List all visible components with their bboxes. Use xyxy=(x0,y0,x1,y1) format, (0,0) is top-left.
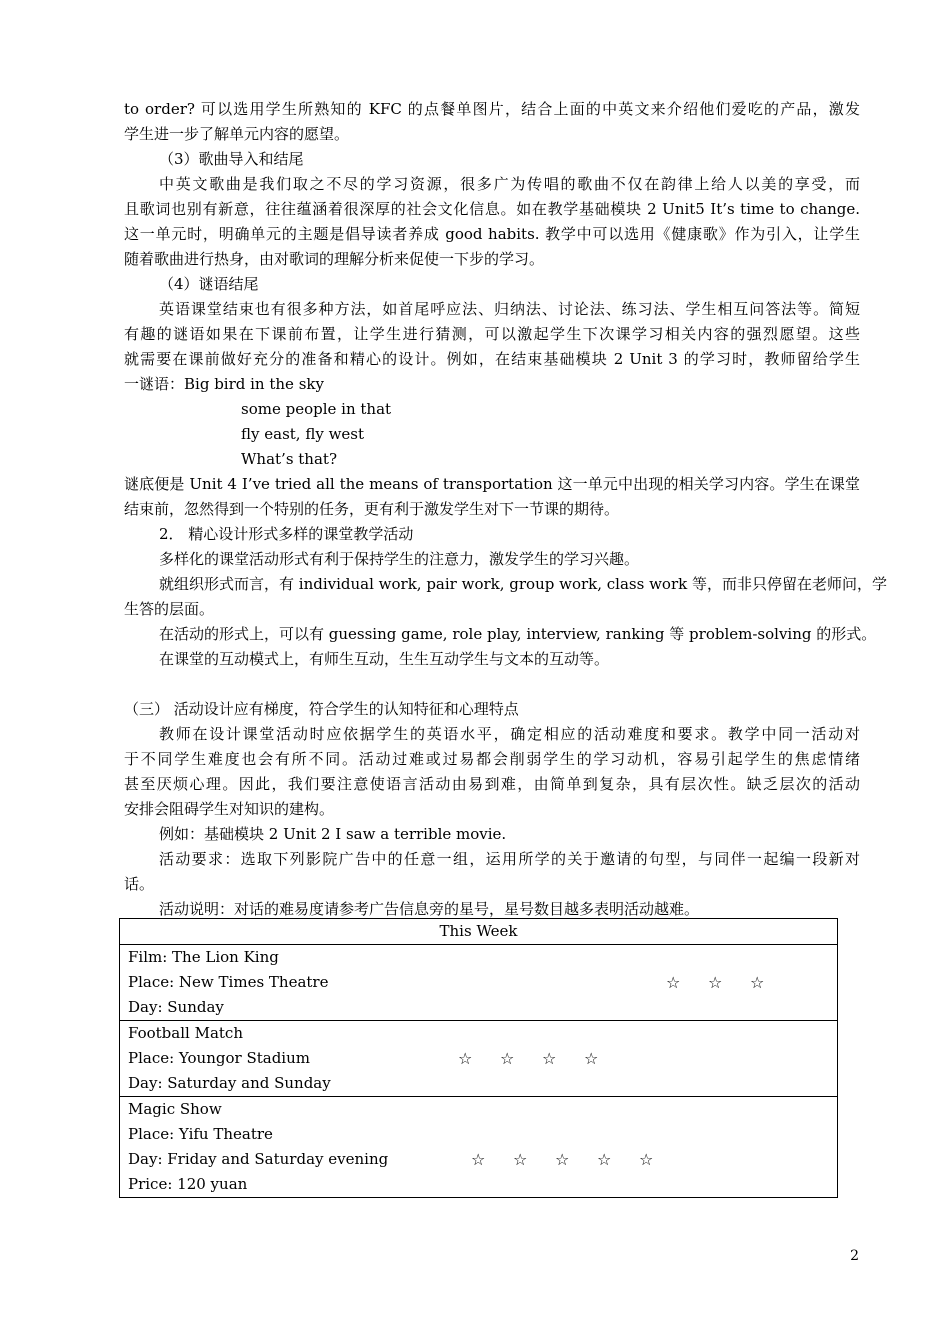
star-icon: ☆ xyxy=(666,973,681,992)
difficulty-stars xyxy=(666,970,792,995)
ad-line: Magic Show xyxy=(128,1100,222,1118)
subheading-activities: 2． 精心设计形式多样的课堂教学活动 xyxy=(159,525,414,543)
table-row xyxy=(120,1021,838,1097)
ad-line: Place: New Times Theatre xyxy=(128,973,329,991)
table-row xyxy=(120,945,838,1021)
paragraph-line: 在课堂的互动模式上，有师生互动，生生互动学生与文本的互动等。 xyxy=(159,650,610,668)
ad-line: Day: Friday and Saturday evening xyxy=(128,1150,389,1168)
paragraph-line: 在活动的形式上，可以有 guessing game, role play, interview, ranking 等 problem-solving 的形式。 xyxy=(159,625,877,643)
paragraph-line: 且歌词也别有新意，往往蕴涵着很深厚的社会文化信息。如在教学基础模块 2 Unit5 It’s time to change. xyxy=(124,200,860,218)
subheading-song: （3）歌曲导入和结尾 xyxy=(159,150,304,168)
subheading-riddle: （4）谜语结尾 xyxy=(159,275,259,293)
star-icon: ☆ xyxy=(584,1049,599,1068)
cinema-ads-table xyxy=(119,918,838,1198)
star-icon: ☆ xyxy=(513,1150,528,1169)
star-icon: ☆ xyxy=(471,1150,486,1169)
ad-line: Film: The Lion King xyxy=(128,948,279,966)
paragraph-line: 就组织形式而言，有 individual work, pair work, group work, class work 等，而非只停留在老师问，学 xyxy=(159,575,887,593)
paragraph-line: 例如：基础模块 2 Unit 2 I saw a terrible movie. xyxy=(159,825,507,843)
riddle-line: some people in that xyxy=(241,400,392,418)
ad-line: Day: Sunday xyxy=(128,998,224,1016)
paragraph-line: 中英文歌曲是我们取之不尽的学习资源，很多广为传唱的歌曲不仅在韵律上给人以美的享受，而 xyxy=(159,175,860,193)
star-icon: ☆ xyxy=(458,1049,473,1068)
paragraph-line: 就需要在课前做好充分的准备和精心的设计。例如，在结束基础模块 2 Unit 3 的学习时，教师留给学生 xyxy=(124,350,860,368)
paragraph-line: 这一单元时，明确单元的主题是倡导读者养成 good habits. 教学中可以选用《健康歌》作为引入，让学生 xyxy=(124,225,860,243)
paragraph-line: 活动要求：选取下列影院广告中的任意一组，运用所学的关于邀请的句型，与同伴一起编一段新对 xyxy=(159,850,860,868)
star-icon: ☆ xyxy=(597,1150,612,1169)
paragraph-line: to order? 可以选用学生所熟知的 KFC 的点餐单图片，结合上面的中英文来介绍他们爱吃的产品，激发 xyxy=(124,100,860,118)
riddle-line: What’s that? xyxy=(241,450,337,468)
star-icon: ☆ xyxy=(639,1150,654,1169)
paragraph-line: 有趣的谜语如果在下课前布置，让学生进行猜测，可以激起学生下次课学习相关内容的强烈愿望。这些 xyxy=(124,325,860,343)
paragraph-line: 于不同学生难度也会有所不同。活动过难或过易都会削弱学生的学习动机，容易引起学生的焦虑情绪 xyxy=(124,750,860,768)
paragraph-line: 甚至厌烦心理。因此，我们要注意使语言活动由易到难，由简单到复杂，具有层次性。缺乏层次的活动 xyxy=(124,775,860,793)
page-number: 2 xyxy=(850,1248,859,1264)
paragraph-line: 谜底便是 Unit 4 I’ve tried all the means of transportation 这一单元中出现的相关学习内容。学生在课堂 xyxy=(124,475,860,493)
star-icon: ☆ xyxy=(708,973,723,992)
ad-line: Price: 120 yuan xyxy=(128,1175,248,1193)
paragraph-line: 英语课堂结束也有很多种方法，如首尾呼应法、归纳法、讨论法、练习法、学生相互问答法等。简短 xyxy=(159,300,860,318)
paragraph-line: 学生进一步了解单元内容的愿望。 xyxy=(124,125,350,143)
ad-line: Place: Youngor Stadium xyxy=(128,1049,310,1067)
paragraph-line: 随着歌曲进行热身，由对歌词的理解分析来促使一下步的学习。 xyxy=(124,250,545,268)
section-heading-3: （三） 活动设计应有梯度，符合学生的认知特征和心理特点 xyxy=(124,700,519,718)
paragraph-line: 教师在设计课堂活动时应依据学生的英语水平，确定相应的活动难度和要求。教学中同一活动对 xyxy=(159,725,860,743)
ad-line: Day: Saturday and Sunday xyxy=(128,1074,331,1092)
paragraph-line: 结束前，忽然得到一个特别的任务，更有利于激发学生对下一节课的期待。 xyxy=(124,500,620,518)
star-icon: ☆ xyxy=(500,1049,515,1068)
paragraph-line: 一谜语：Big bird in the sky xyxy=(124,375,324,393)
ad-line: Football Match xyxy=(128,1024,243,1042)
star-icon: ☆ xyxy=(555,1150,570,1169)
ad-line: Place: Yifu Theatre xyxy=(128,1125,273,1143)
star-icon: ☆ xyxy=(750,973,765,992)
table-header: This Week xyxy=(120,919,838,945)
riddle-line: fly east, fly west xyxy=(241,425,365,443)
table-row xyxy=(120,1097,838,1198)
paragraph-line: 话。 xyxy=(124,875,155,893)
difficulty-stars xyxy=(458,1046,626,1071)
star-icon: ☆ xyxy=(542,1049,557,1068)
paragraph-line: 安排会阻碍学生对知识的建构。 xyxy=(124,800,335,818)
paragraph-line: 活动说明：对话的难易度请参考广告信息旁的星号，星号数目越多表明活动越难。 xyxy=(159,900,700,918)
difficulty-stars xyxy=(471,1147,681,1172)
paragraph-line: 多样化的课堂活动形式有利于保持学生的注意力，激发学生的学习兴趣。 xyxy=(159,550,640,568)
paragraph-line: 生答的层面。 xyxy=(124,600,215,618)
